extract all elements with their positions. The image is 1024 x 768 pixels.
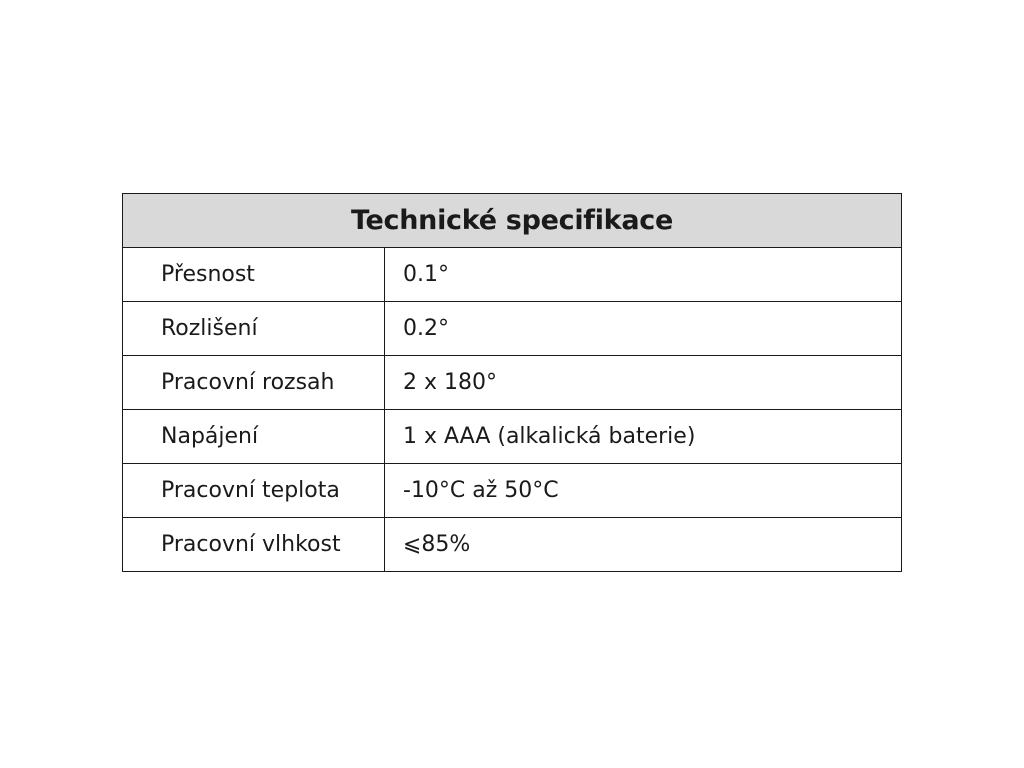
table-row — [123, 518, 902, 572]
spec-label: Rozlišení — [123, 302, 385, 356]
spec-label: Pracovní rozsah — [123, 356, 385, 410]
spec-value: 1 x AAA (alkalická baterie) — [385, 410, 902, 464]
spec-value: -10°C až 50°C — [385, 464, 902, 518]
spec-value: 0.2° — [385, 302, 902, 356]
spec-value: ⩽85% — [385, 518, 902, 572]
table-row — [123, 356, 902, 410]
spec-table — [122, 193, 902, 572]
spec-label: Napájení — [123, 410, 385, 464]
spec-value: 2 x 180° — [385, 356, 902, 410]
table-row — [123, 410, 902, 464]
table-header-row — [123, 194, 902, 248]
table-row — [123, 248, 902, 302]
spec-label: Přesnost — [123, 248, 385, 302]
table-title: Technické specifikace — [123, 194, 902, 248]
spec-label: Pracovní vlhkost — [123, 518, 385, 572]
spec-label: Pracovní teplota — [123, 464, 385, 518]
spec-value: 0.1° — [385, 248, 902, 302]
table-row — [123, 302, 902, 356]
table-row — [123, 464, 902, 518]
